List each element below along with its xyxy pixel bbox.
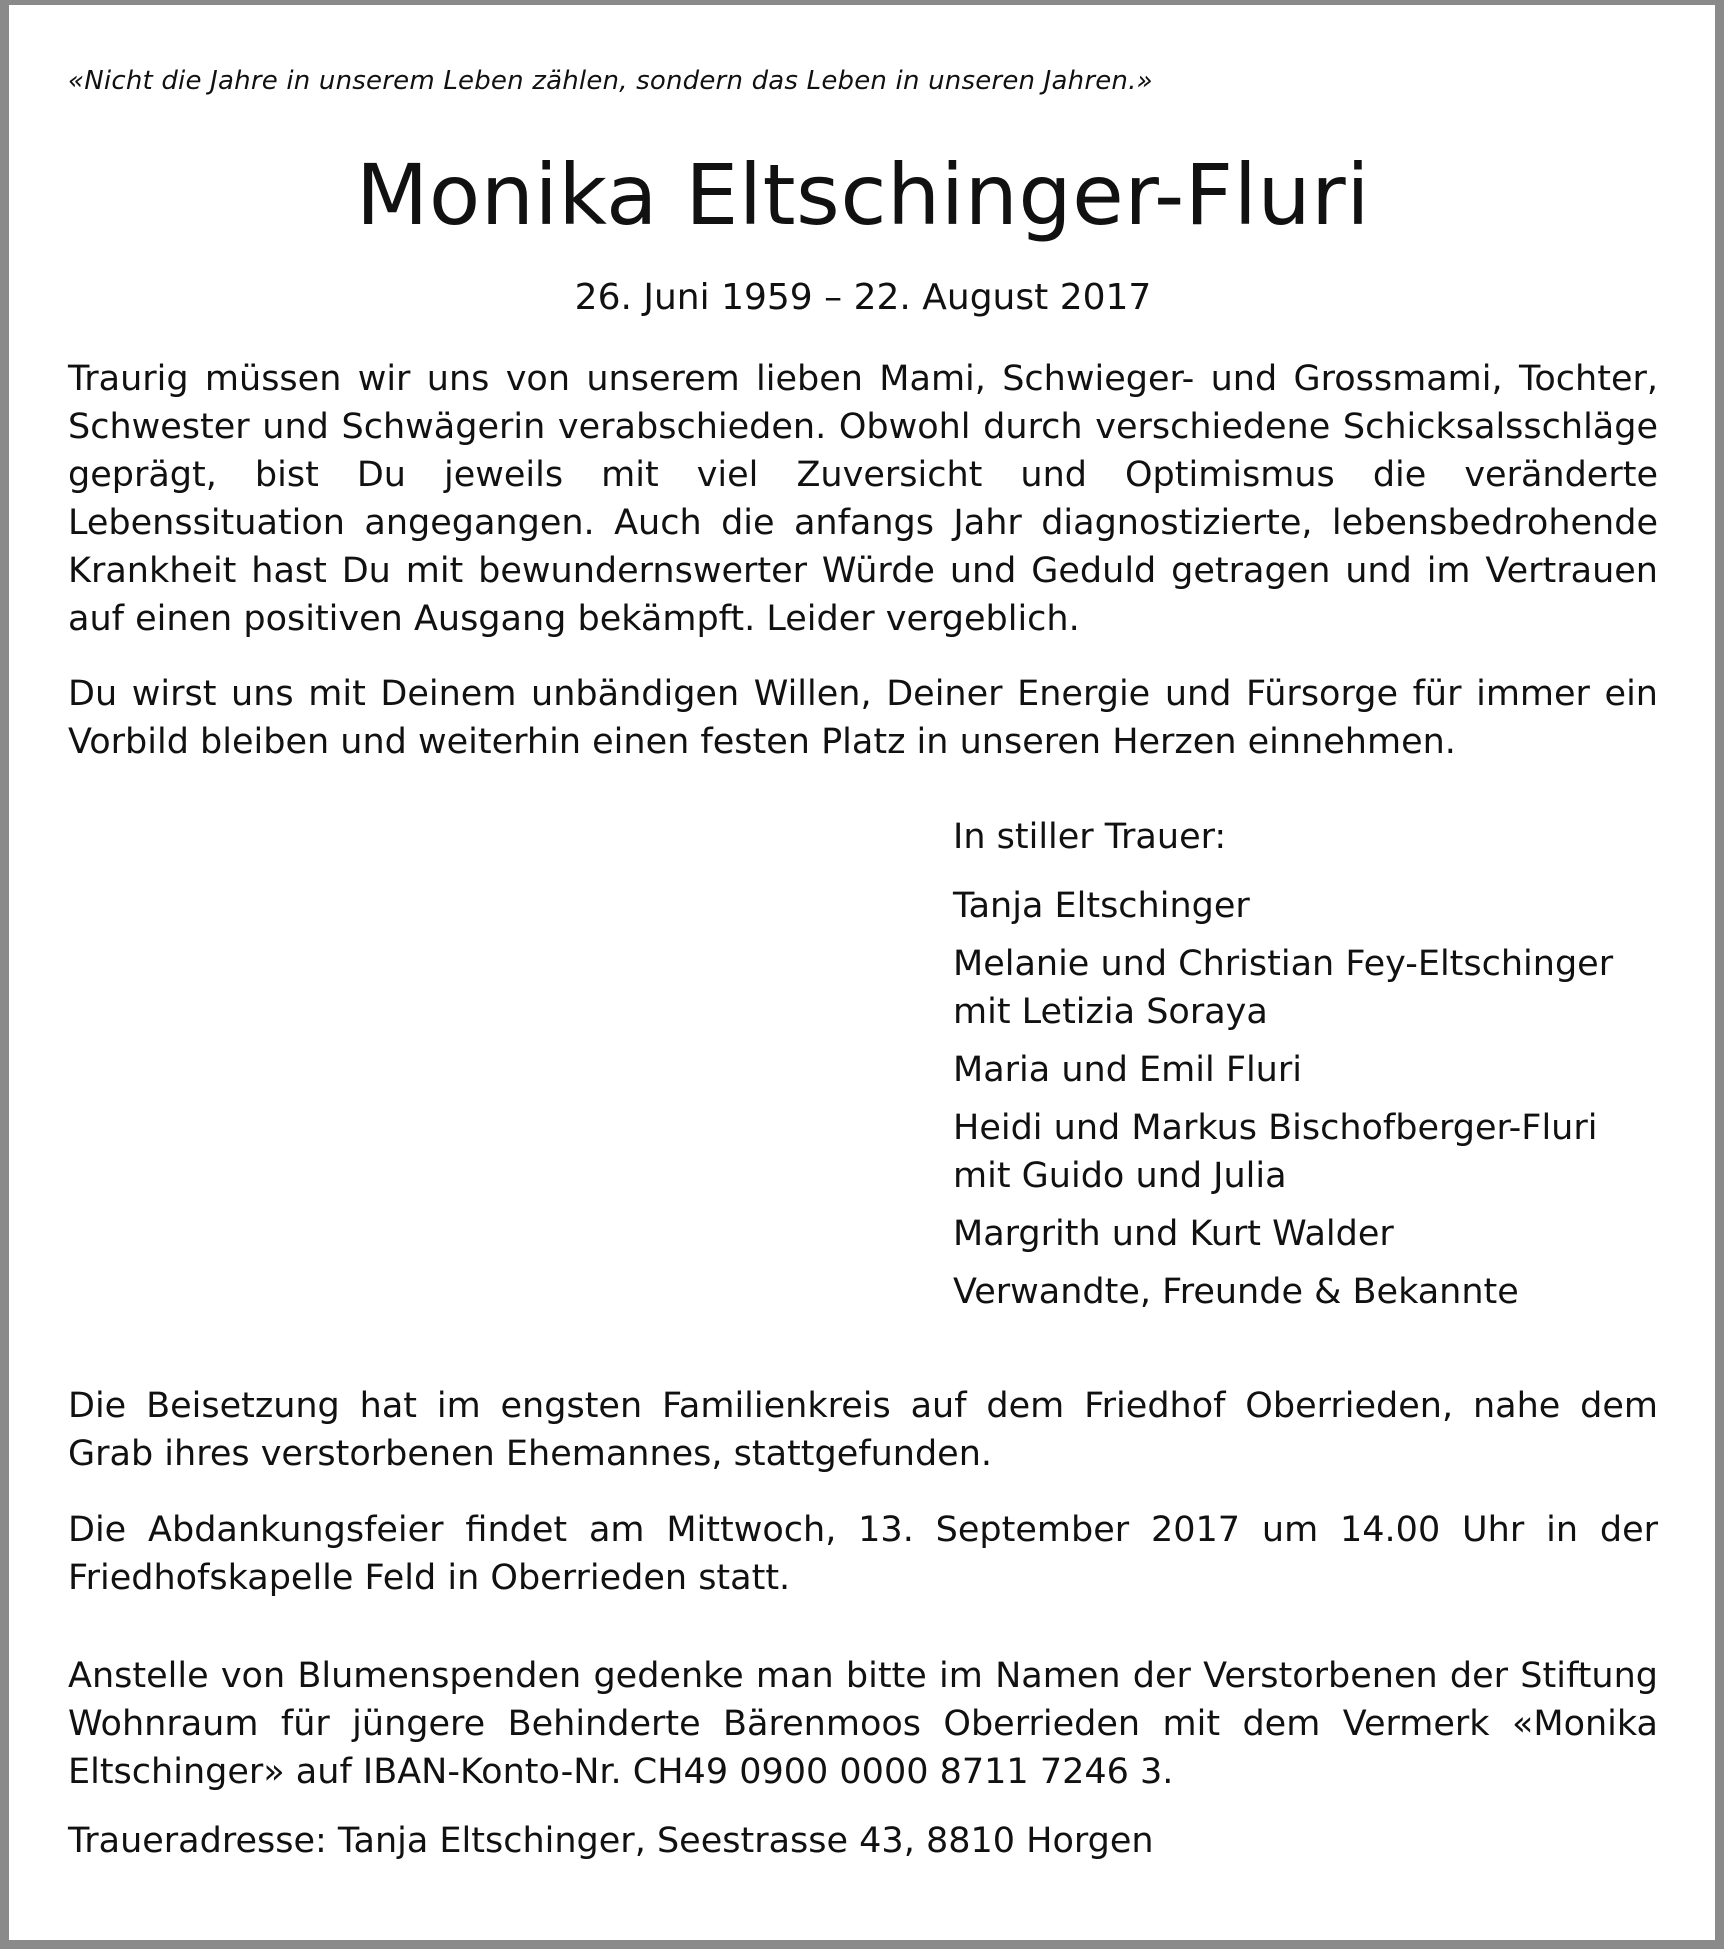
memorial-service-paragraph: Die Abdankungsfeier findet am Mittwoch, 13. September 2017 um 14.00 Uhr in der Friedhofskapelle Feld in Oberrieden statt. (68, 1510, 1658, 1598)
burial-paragraph: Die Beisetzung hat im engsten Familienkreis auf dem Friedhof Oberrieden, nahe dem Grab ihres verstorbenen Ehemannes, stattgefunden. (68, 1386, 1658, 1474)
mourner-name: Melanie und Christian Fey-Eltschinger (953, 944, 1614, 984)
mourners-list (953, 813, 1658, 1326)
mourner-entry (953, 1210, 1658, 1258)
mourning-address: Traueradresse: Tanja Eltschinger, Seestrasse 43, 8810 Horgen (68, 1821, 1154, 1861)
mourner-name: Tanja Eltschinger (953, 886, 1250, 926)
motto-quote: «Nicht die Jahre in unserem Leben zählen, sondern das Leben in unseren Jahren.» (68, 66, 1153, 96)
mourner-name: Margrith und Kurt Walder (953, 1214, 1394, 1254)
mourner-name-continuation: mit Letizia Soraya (953, 992, 1268, 1032)
deceased-name: Monika Eltschinger-Fluri (355, 146, 1371, 244)
tribute-paragraph: Du wirst uns mit Deinem unbändigen Willen, Deiner Energie und Fürsorge für immer ein Vorbild bleiben und weiterhin einen festen Platz in unseren Herzen einnehmen. (68, 674, 1658, 762)
mourner-name: Verwandte, Freunde & Bekannte (953, 1272, 1519, 1312)
mourner-entry (953, 1104, 1658, 1200)
mourners-label: In stiller Trauer: (953, 817, 1227, 857)
mourner-entry (953, 1268, 1658, 1316)
mourner-entry (953, 1046, 1658, 1094)
mourner-name: Maria und Emil Fluri (953, 1050, 1302, 1090)
mourner-entry (953, 940, 1658, 1036)
mourner-name-continuation: mit Guido und Julia (953, 1156, 1287, 1196)
mourner-name: Heidi und Markus Bischofberger-Fluri (953, 1108, 1598, 1148)
donation-paragraph: Anstelle von Blumenspenden gedenke man bitte im Namen der Verstorbenen der Stiftung Wohnraum für jüngere Behinderte Bärenmoos Oberrieden mit dem Vermerk «Monika Eltschinger» auf IBAN-Konto-Nr. CH49 0900 0000 8711 7246 3. (68, 1656, 1658, 1792)
farewell-paragraph: Traurig müssen wir uns von unserem lieben Mami, Schwieger- und Grossmami, Tochter, Schwester und Schwägerin verabschieden. Obwohl durch verschiedene Schicksalsschläge geprägt, bist Du jeweils mit viel Zuversicht und Optimismus die veränderte Lebenssituation angegangen. Auch die anfangs Jahr diagnostizierte, lebensbedrohende Krankheit hast Du mit bewundernswerter Würde und Geduld getragen und im Vertrauen auf einen positiven Ausgang bekämpft. Leider vergeblich. (68, 359, 1658, 639)
life-dates: 26. Juni 1959 – 22. August 2017 (574, 277, 1152, 318)
mourner-entry (953, 882, 1658, 930)
